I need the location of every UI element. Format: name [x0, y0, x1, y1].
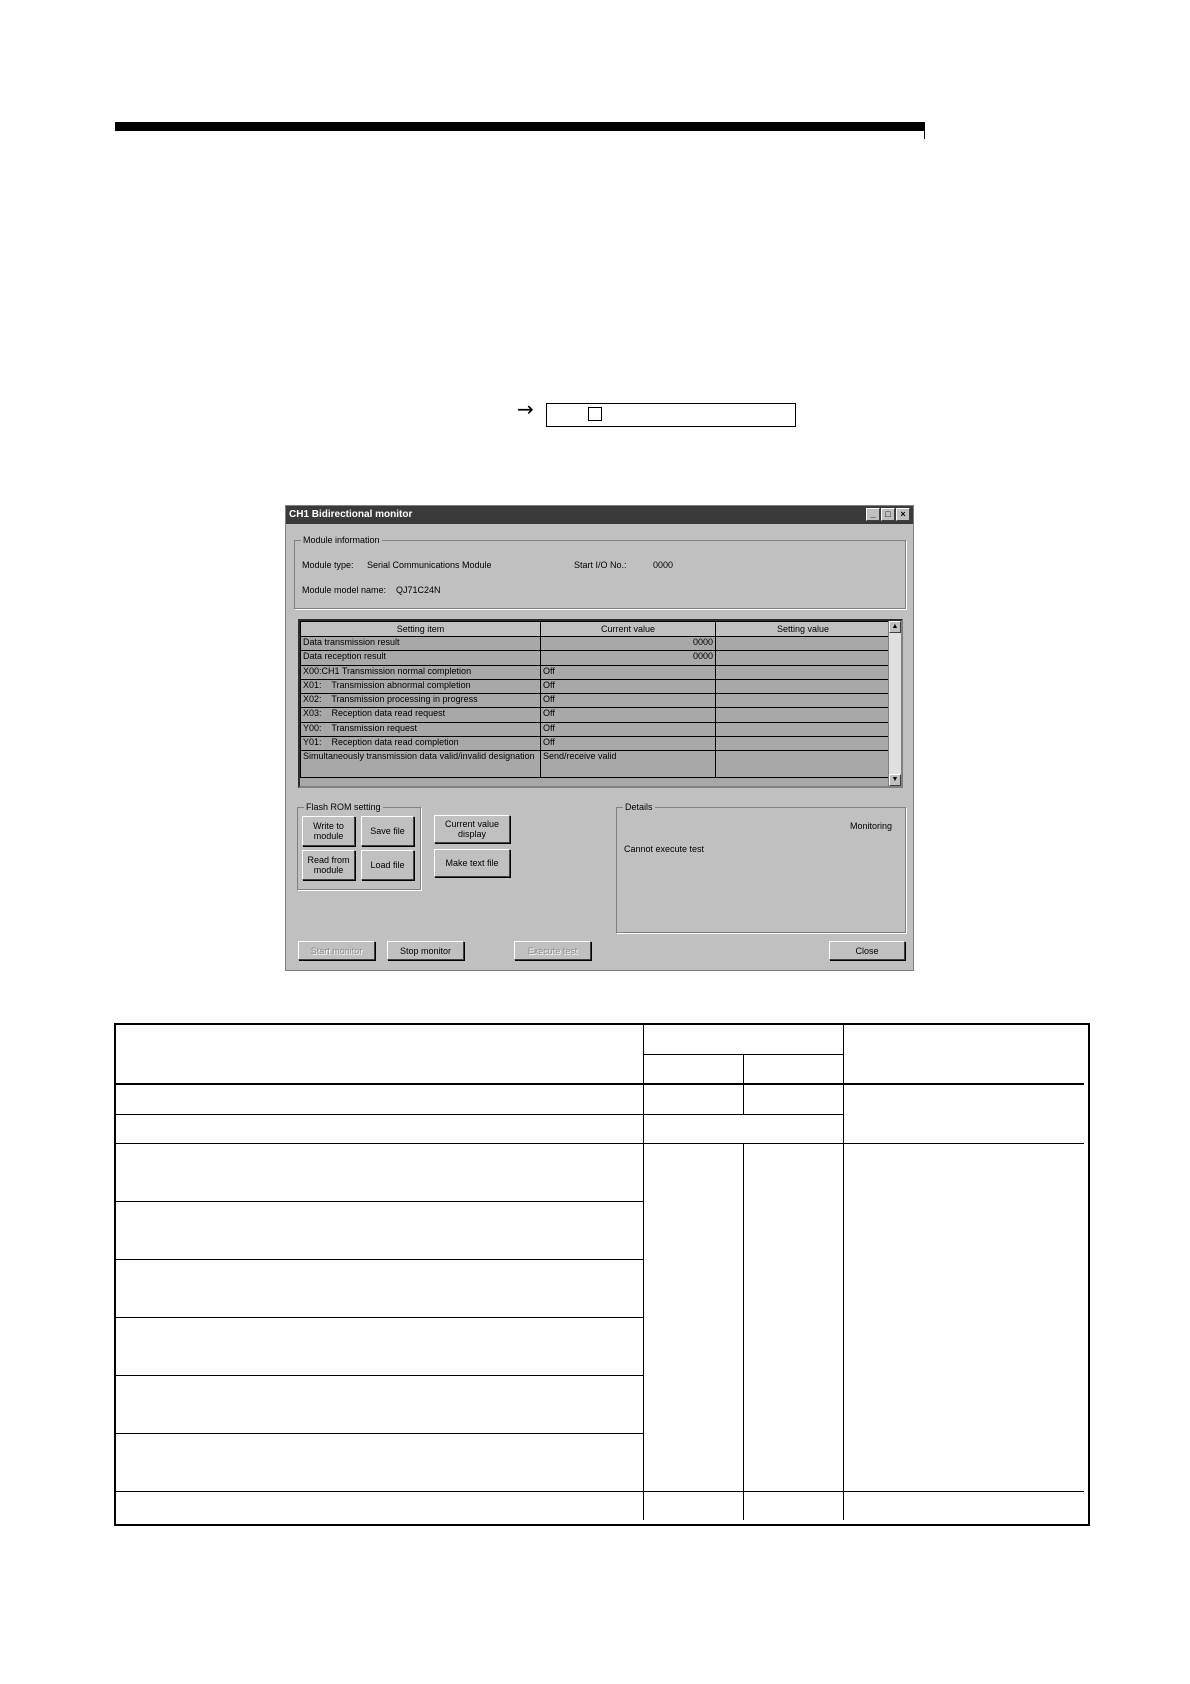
monitor-grid[interactable] — [298, 619, 903, 788]
setting-value-cell[interactable] — [716, 679, 891, 693]
scroll-down-icon[interactable]: ▼ — [889, 774, 901, 786]
table-row[interactable] — [301, 665, 891, 679]
setting-item-cell: Y00: Transmission request — [301, 722, 541, 736]
make-text-file-button[interactable]: Make text file — [434, 849, 510, 877]
close-button[interactable]: Close — [829, 941, 905, 960]
header-rule — [115, 122, 925, 131]
table-divider — [843, 1025, 844, 1520]
table-row[interactable] — [301, 737, 891, 751]
table-row[interactable] — [301, 651, 891, 665]
current-value-cell: Off — [541, 679, 716, 693]
module-type-label: Module type: — [302, 560, 354, 570]
table-row[interactable] — [301, 637, 891, 651]
load-file-button[interactable]: Load file — [361, 850, 414, 880]
scroll-up-icon[interactable]: ▲ — [889, 621, 901, 633]
table-divider — [116, 1259, 643, 1260]
model-name-label: Module model name: — [302, 585, 387, 595]
table-divider — [116, 1143, 1084, 1144]
current-value-cell: Send/receive valid — [541, 751, 716, 778]
column-header-current-value[interactable]: Current value — [541, 622, 716, 637]
minimize-icon[interactable]: _ — [866, 508, 880, 521]
current-value-cell: Off — [541, 708, 716, 722]
table-divider — [116, 1491, 1084, 1492]
setting-item-cell: Y01: Reception data read completion — [301, 737, 541, 751]
table-row[interactable] — [301, 751, 891, 778]
setting-value-cell[interactable] — [716, 708, 891, 722]
title-bar[interactable] — [286, 506, 913, 524]
header-rule-tick — [924, 131, 925, 139]
read-from-module-button[interactable]: Read from module — [302, 850, 355, 880]
table-divider — [116, 1433, 643, 1434]
current-value-cell: Off — [541, 694, 716, 708]
setting-item-cell: Simultaneously transmission data valid/invalid designation — [301, 751, 541, 778]
model-name-value: QJ71C24N — [396, 585, 441, 595]
setting-value-cell[interactable] — [716, 751, 891, 778]
table-row[interactable] — [301, 722, 891, 736]
table-divider — [116, 1201, 643, 1202]
current-value-cell: 0000 — [541, 651, 716, 665]
execute-test-button[interactable]: Execute test — [514, 941, 591, 960]
setting-value-cell[interactable] — [716, 651, 891, 665]
module-type-value: Serial Communications Module — [367, 560, 492, 570]
details-group — [616, 802, 906, 933]
menu-path-box — [546, 403, 796, 427]
table-divider — [743, 1114, 843, 1115]
current-value-cell: Off — [541, 737, 716, 751]
stop-monitor-button[interactable]: Stop monitor — [387, 941, 464, 960]
setting-item-cell: Data transmission result — [301, 637, 541, 651]
current-value-display-button[interactable]: Current value display — [434, 815, 510, 843]
module-information-group — [294, 535, 906, 609]
table-row[interactable] — [301, 708, 891, 722]
write-to-module-button[interactable]: Write to module — [302, 816, 355, 846]
bidirectional-monitor-dialog — [285, 505, 914, 971]
start-monitor-button[interactable]: Start monitor — [298, 941, 375, 960]
module-information-label: Module information — [303, 535, 380, 545]
placeholder-square-icon — [588, 407, 602, 421]
table-divider — [743, 1144, 744, 1520]
setting-value-cell[interactable] — [716, 665, 891, 679]
setting-item-cell: Data reception result — [301, 651, 541, 665]
details-message: Cannot execute test — [624, 844, 705, 854]
details-label: Details — [625, 802, 653, 812]
current-value-cell: Off — [541, 722, 716, 736]
monitoring-status: Monitoring — [849, 821, 892, 831]
table-divider — [116, 1317, 643, 1318]
setting-item-cell: X03: Reception data read request — [301, 708, 541, 722]
setting-value-cell[interactable] — [716, 737, 891, 751]
table-divider — [116, 1083, 1084, 1085]
table-row[interactable] — [301, 694, 891, 708]
setting-item-cell: X02: Transmission processing in progress — [301, 694, 541, 708]
current-value-cell: 0000 — [541, 637, 716, 651]
table-divider — [643, 1025, 644, 1520]
description-table — [114, 1023, 1090, 1526]
table-divider — [116, 1114, 843, 1115]
setting-value-cell[interactable] — [716, 694, 891, 708]
setting-item-cell: X00:CH1 Transmission normal completion — [301, 665, 541, 679]
start-io-label: Start I/O No.: — [574, 560, 627, 570]
close-icon[interactable]: × — [896, 508, 910, 521]
current-value-cell: Off — [541, 665, 716, 679]
setting-value-cell[interactable] — [716, 722, 891, 736]
table-row[interactable] — [301, 679, 891, 693]
setting-value-cell[interactable] — [716, 637, 891, 651]
arrow-icon: → — [517, 397, 534, 421]
setting-item-cell: X01: Transmission abnormal completion — [301, 679, 541, 693]
flash-rom-setting-group — [297, 802, 421, 890]
maximize-icon[interactable]: □ — [881, 508, 895, 521]
table-divider — [643, 1054, 843, 1055]
table-divider — [116, 1375, 643, 1376]
grid-vertical-scrollbar[interactable] — [888, 621, 901, 786]
column-header-setting-item[interactable]: Setting item — [301, 622, 541, 637]
dialog-title: CH1 Bidirectional monitor — [289, 509, 413, 520]
save-file-button[interactable]: Save file — [361, 816, 414, 846]
flash-rom-setting-label: Flash ROM setting — [306, 802, 381, 812]
column-header-setting-value[interactable]: Setting value — [716, 622, 891, 637]
start-io-value: 0000 — [653, 560, 674, 570]
